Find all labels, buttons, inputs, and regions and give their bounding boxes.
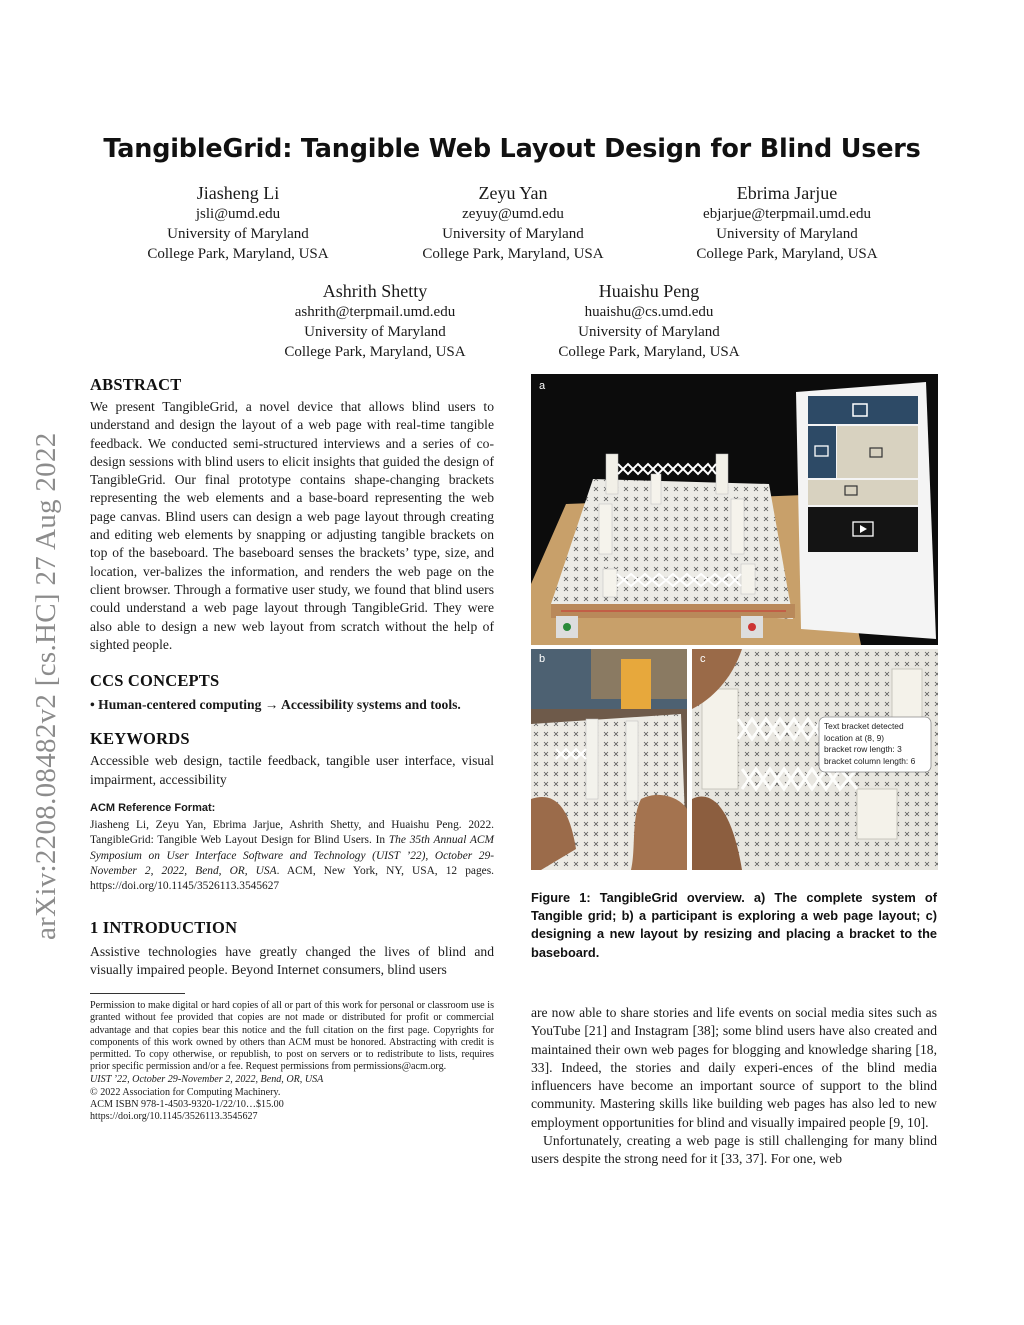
permission-notice: Permission to make digital or hard copies of all or part of this work for personal or classroom use is granted without fee provided that copies are not made or distributed for profit or commercial advantage and that copies bear this notice and the full citation on the first page. Copyrights for components of this work owned by others than ACM must be honored. Abstracting with credit is permitted. To copy otherwise, or republish, to post on servers or to redistribute to lists, requires prior specific permission and/or a fee. Request permissions from permissions@acm.org. bbox=[90, 1000, 494, 1073]
intro-heading: 1 INTRODUCTION bbox=[90, 917, 238, 937]
copyright-line: © 2022 Association for Computing Machinery. bbox=[90, 1086, 281, 1098]
panel-c-label: c bbox=[700, 653, 706, 665]
author-affiliation: University of Maryland bbox=[716, 226, 858, 242]
author-block bbox=[265, 280, 485, 362]
author-location: College Park, Maryland, USA bbox=[284, 344, 466, 360]
figure-panel-a bbox=[531, 374, 938, 645]
isbn-line: ACM ISBN 978-1-4503-9320-1/22/10…$15.00 bbox=[90, 1098, 284, 1110]
author-name: Jiasheng Li bbox=[196, 183, 280, 203]
right-column bbox=[531, 1004, 937, 1169]
abstract-text: We present TangibleGrid, a novel device that allows blind users to understand and design the layout of a web page with real-time tangible feedback. We conducted semi-structured interviews and a series of co-design sessions with blind users to elicit insights that guided the design of TangibleGrid. Our final prototype contains shape-changing brackets representing the web elements and a base-board representing the web page canvas. Blind users can design a web page layout through creating and editing web elements by snapping or adjusting tangible brackets on top of the baseboard. The baseboard senses the brackets’ type, size, and location, ver-balizes the information, and renders the web page on the client browser. Through a formative user study, we found that blind users could understand a web page layout through TangibleGrid. They were also able to design a new web layout from scratch without the help of sighted people. bbox=[90, 399, 494, 652]
left-column bbox=[90, 374, 494, 1123]
doi-line: https://doi.org/10.1145/3526113.3545627 bbox=[90, 1110, 258, 1122]
figure-caption: Figure 1: TangibleGrid overview. a) The complete system of Tangible grid; b) a participant is exploring a web page layout; c) designing a new layout by resizing and placing a bracket to the baseboard. bbox=[531, 890, 937, 960]
keywords-heading: KEYWORDS bbox=[90, 729, 190, 749]
intro-text: Assistive technologies have greatly changed the lives of blind and visually impaired people. Beyond Internet consumers, blind users bbox=[90, 943, 494, 977]
reference-venue: The 35th Annual ACM Symposium on User Interface Software and Technology (UIST ’22), October 29-November 2, 2022, Bend, OR, USA bbox=[90, 834, 494, 877]
author-affiliation: University of Maryland bbox=[442, 226, 584, 242]
figure-panel-c bbox=[692, 649, 938, 870]
author-location: College Park, Maryland, USA bbox=[147, 246, 329, 262]
author-location: College Park, Maryland, USA bbox=[558, 344, 740, 360]
reference-text bbox=[90, 818, 494, 894]
reference-heading: ACM Reference Format: bbox=[90, 802, 216, 815]
author-name: Zeyu Yan bbox=[478, 183, 548, 203]
callout-line: bracket row length: 3 bbox=[824, 744, 902, 754]
author-affiliation: University of Maryland bbox=[167, 226, 309, 242]
author-name: Huaishu Peng bbox=[598, 281, 700, 301]
body-paragraph: Unfortunately, creating a web page is still challenging for many blind users despite the strong need for it [33, 37]. For one, web bbox=[531, 1133, 937, 1167]
figure-1 bbox=[531, 374, 938, 870]
conference-line: UIST ’22, October 29-November 2, 2022, Bend, OR, USA bbox=[90, 1074, 324, 1086]
figure-panel-b bbox=[531, 649, 687, 870]
author-block bbox=[677, 182, 897, 264]
callout-line: Text bracket detected bbox=[824, 721, 904, 731]
body-paragraph: are now able to share stories and life events on social media sites such as YouTube [21] and Instagram [38]; some blind users have also created and maintained their own web pages for blogging and knowledge sharing [18, 33]. Indeed, the stories and daily experi-ences of the blind media influencers have become an important source of support to the blind community. Mastering skills like building web pages has also led to new employment opportunities for blind and visually impaired people [9, 10]. bbox=[531, 1005, 937, 1130]
tangiblegrid-system-photo bbox=[531, 374, 938, 645]
author-block bbox=[128, 182, 348, 264]
author-email: zeyuy@umd.edu bbox=[462, 206, 564, 222]
keywords-text: Accessible web design, tactile feedback, tangible user interface, visual impairment, accessibility bbox=[90, 753, 494, 787]
callout-line: bracket column length: 6 bbox=[824, 755, 916, 766]
author-location: College Park, Maryland, USA bbox=[696, 246, 878, 262]
author-email: huaishu@cs.umd.edu bbox=[584, 304, 714, 320]
panel-b-label: b bbox=[539, 653, 546, 665]
author-block bbox=[539, 280, 759, 362]
author-email: ashrith@terpmail.umd.edu bbox=[294, 304, 456, 320]
footnote-rule bbox=[90, 993, 185, 994]
paper-title: TangibleGrid: Tangible Web Layout Design for Blind Users bbox=[103, 134, 921, 164]
panel-a-label: a bbox=[539, 380, 546, 392]
author-affiliation: University of Maryland bbox=[304, 324, 446, 340]
abstract-heading: ABSTRACT bbox=[90, 375, 182, 394]
author-location: College Park, Maryland, USA bbox=[422, 246, 604, 262]
author-affiliation: University of Maryland bbox=[578, 324, 720, 340]
reference-authors: Jiasheng Li, Zeyu Yan, Ebrima Jarjue, Ashrith Shetty, and Huaishu Peng. 2022. TangibleGrid: Tangible Web Layout Design for Blind Users. In bbox=[90, 819, 494, 847]
author-name: Ebrima Jarjue bbox=[736, 183, 838, 203]
arxiv-identifier: arXiv:2208.08482v2 [cs.HC] 27 Aug 2022 bbox=[30, 432, 62, 940]
callout-line: location at (8, 9) bbox=[824, 732, 885, 743]
participant-exploring-photo bbox=[531, 649, 687, 870]
author-email: jsli@umd.edu bbox=[195, 206, 281, 222]
author-block bbox=[403, 182, 623, 264]
ccs-text: • Human-centered computing → Accessibility systems and tools. bbox=[90, 697, 461, 713]
reference-doi: . ACM, New York, NY, USA, 12 pages. https://doi.org/10.1145/3526113.3545627 bbox=[90, 864, 494, 893]
footnote-block bbox=[90, 993, 494, 1123]
ccs-heading: CCS CONCEPTS bbox=[90, 671, 220, 691]
detection-callout bbox=[824, 721, 930, 767]
author-name: Ashrith Shetty bbox=[322, 281, 428, 301]
author-email: ebjarjue@terpmail.umd.edu bbox=[703, 206, 871, 222]
